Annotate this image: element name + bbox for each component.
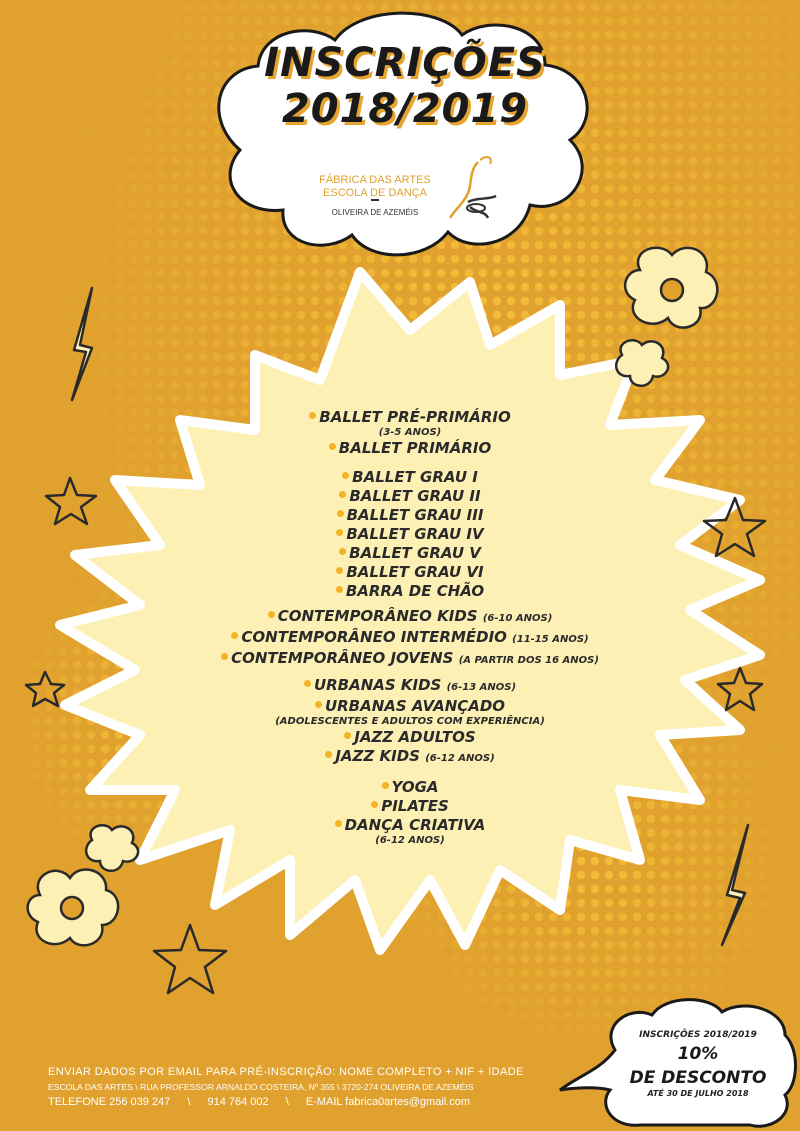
list-item: JAZZ ADULTOS (180, 728, 640, 747)
list-item: BALLET GRAU VI (180, 563, 640, 582)
bullet-dot (371, 801, 378, 808)
logo-city: OLIVEIRA DE AZEMÉIS (331, 208, 419, 217)
bullet-dot (336, 567, 343, 574)
list-item: BALLET GRAU III (180, 506, 640, 525)
bullet-dot (336, 586, 343, 593)
mobile-number: 914 764 002 (207, 1096, 269, 1108)
dancer-icon (448, 152, 508, 232)
list-item: BALLET GRAU II (180, 487, 640, 506)
footer-instructions: ENVIAR DADOS POR EMAIL PARA PRÉ-INSCRIÇÃO: NOME COMPLETO + NIF + IDADE (48, 1066, 524, 1078)
list-item: CONTEMPORÂNEO INTERMÉDIO (11-15 ANOS) (180, 628, 640, 649)
title-line-1: INSCRIÇÕES (264, 40, 546, 86)
bullet-dot (337, 510, 344, 517)
title-line-2: 2018/2019 (281, 86, 529, 132)
list-item-note: (ADOLESCENTES E ADULTOS COM EXPERIÊNCIA) (275, 716, 545, 727)
list-item: JAZZ KIDS (6-12 ANOS) (180, 747, 640, 768)
bullet-dot (268, 611, 275, 618)
bullet-dot (342, 472, 349, 479)
email-address: E-MAIL fabrica0artes@gmail.com (305, 1096, 471, 1108)
list-item: PILATES (180, 797, 640, 816)
list-item: BALLET PRÉ-PRIMÁRIO (180, 408, 640, 427)
bullet-dot (344, 732, 351, 739)
footer-contact-line (48, 1094, 608, 1110)
logo-text (300, 174, 450, 200)
bullet-dot (382, 782, 389, 789)
promo-percent: 10% (677, 1044, 719, 1064)
bullet-dot (329, 443, 336, 450)
bullet-dot (231, 632, 238, 639)
list-item: BARRA DE CHÃO (180, 582, 640, 601)
bullet-dot (339, 548, 346, 555)
list-item: CONTEMPORÂNEO JOVENS (A PARTIR DOS 16 ANOS) (180, 649, 640, 670)
bullet-dot (304, 680, 311, 687)
bullet-dot (339, 491, 346, 498)
bullet-dot (315, 701, 322, 708)
logo-line-2: ESCOLA DE DANÇA (323, 187, 427, 199)
footer-address: ESCOLA DAS ARTES \ RUA PROFESSOR ARNALDO COSTEIRA, Nº 355 \ 3720-274 OLIVEIRA DE AZEMÉIS (48, 1082, 474, 1092)
school-logo (300, 170, 500, 230)
list-item-note: (6-12 ANOS) (375, 835, 445, 846)
list-item: BALLET PRIMÁRIO (180, 439, 640, 458)
list-item: BALLET GRAU I (180, 468, 640, 487)
footer-contacts (48, 1064, 608, 1110)
list-item: BALLET GRAU V (180, 544, 640, 563)
promo-header: INSCRIÇÕES 2018/2019 (639, 1030, 757, 1040)
list-item-note: (3-5 ANOS) (378, 427, 442, 438)
bullet-dot (309, 412, 316, 419)
separator: \ (187, 1096, 191, 1108)
title (240, 40, 570, 132)
list-item: BALLET GRAU IV (180, 525, 640, 544)
list-item: URBANAS KIDS (6-13 ANOS) (180, 676, 640, 697)
list-item: DANÇA CRIATIVA (180, 816, 640, 835)
promo-discount: DE DESCONTO (629, 1068, 767, 1088)
list-item: URBANAS AVANÇADO (180, 697, 640, 716)
promo-deadline: ATÉ 30 DE JULHO 2018 (647, 1089, 749, 1098)
separator: \ (285, 1096, 289, 1108)
bullet-dot (336, 529, 343, 536)
list-item: YOGA (180, 778, 640, 797)
bullet-dot (325, 751, 332, 758)
logo-line-1: FÁBRICA DAS ARTES (319, 174, 431, 186)
bullet-dot (335, 820, 342, 827)
discount-promo (603, 1024, 793, 1098)
phone-number: TELEFONE 256 039 247 (48, 1096, 171, 1108)
list-item: CONTEMPORÂNEO KIDS (6-10 ANOS) (180, 607, 640, 628)
class-list (180, 408, 640, 847)
logo-dash (371, 199, 379, 201)
bullet-dot (221, 653, 228, 660)
